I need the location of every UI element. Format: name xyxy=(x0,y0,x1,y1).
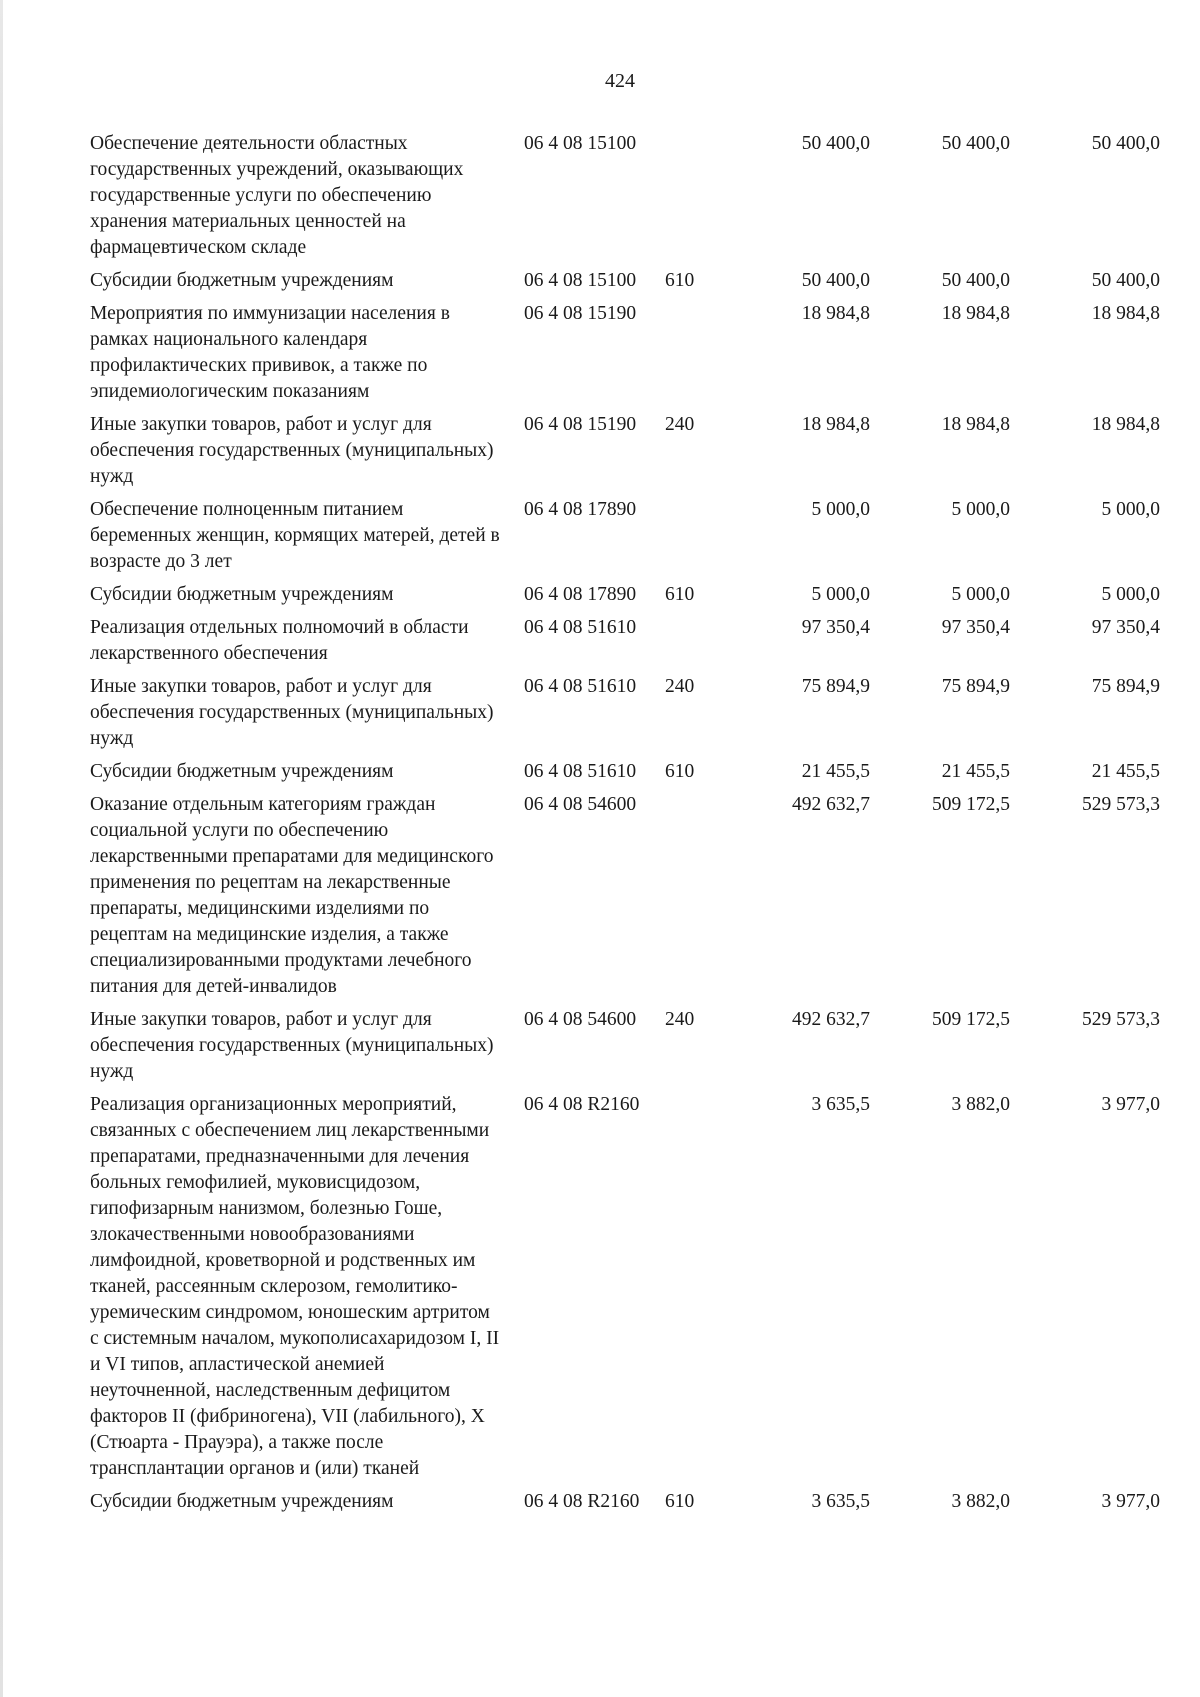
table-row xyxy=(90,301,1160,412)
row-value-2: 3 882,0 xyxy=(951,1094,1010,1115)
row-value-3: 3 977,0 xyxy=(1101,1094,1160,1115)
row-value-1: 5 000,0 xyxy=(811,584,870,605)
row-value-2: 509 172,5 xyxy=(932,794,1010,815)
row-value-3: 50 400,0 xyxy=(1091,133,1160,154)
row-value-1: 18 984,8 xyxy=(801,303,870,324)
row-name: Оказание отдельным категориям граждан социальной услуги по обеспечению лекарственными препаратами для медицинского применения по рецептам на лекарственные препараты, медицинскими изделиями по рецептам на медицинские изделия, а также специализированными продуктами лечебного питания для детей-инвалидов xyxy=(90,794,494,997)
row-code: 06 4 08 R2160 xyxy=(524,1491,640,1512)
row-value-3: 529 573,3 xyxy=(1082,1009,1160,1030)
table-row xyxy=(90,792,1160,1007)
row-expense-type: 610 xyxy=(665,584,695,605)
table-row xyxy=(90,268,1160,301)
row-value-1: 75 894,9 xyxy=(801,676,870,697)
table-row xyxy=(90,674,1160,759)
row-name: Иные закупки товаров, работ и услуг для обеспечения государственных (муниципальных) нужд xyxy=(90,1009,494,1082)
row-value-2: 50 400,0 xyxy=(941,270,1010,291)
row-expense-type xyxy=(665,1092,720,1489)
row-name: Реализация отдельных полномочий в области лекарственного обеспечения xyxy=(90,617,469,664)
row-value-1: 21 455,5 xyxy=(801,761,870,782)
page-number: 424 xyxy=(605,70,635,92)
row-code: 06 4 08 54600 xyxy=(524,794,637,815)
row-value-2: 3 882,0 xyxy=(951,1491,1010,1512)
table-row xyxy=(90,615,1160,674)
row-expense-type: 240 xyxy=(665,414,695,435)
row-code: 06 4 08 15100 xyxy=(524,270,637,291)
row-value-2: 509 172,5 xyxy=(932,1009,1010,1030)
row-value-1: 18 984,8 xyxy=(801,414,870,435)
row-value-3: 21 455,5 xyxy=(1091,761,1160,782)
row-value-1: 492 632,7 xyxy=(792,794,870,815)
row-value-3: 50 400,0 xyxy=(1091,270,1160,291)
row-expense-type xyxy=(665,792,720,1007)
row-code: 06 4 08 15190 xyxy=(524,414,637,435)
row-value-3: 18 984,8 xyxy=(1091,303,1160,324)
row-name: Субсидии бюджетным учреждениям xyxy=(90,584,394,605)
row-name: Иные закупки товаров, работ и услуг для обеспечения государственных (муниципальных) нужд xyxy=(90,676,494,749)
row-expense-type: 240 xyxy=(665,676,695,697)
row-name: Мероприятия по иммунизации населения в рамках национального календаря профилактических прививок, а также по эпидемиологическим показаниям xyxy=(90,303,450,402)
scan-edge xyxy=(0,0,3,1697)
row-expense-type xyxy=(665,301,720,412)
table-row xyxy=(90,412,1160,497)
row-value-1: 50 400,0 xyxy=(801,270,870,291)
budget-table-body xyxy=(90,131,1160,1522)
row-code: 06 4 08 R2160 xyxy=(524,1094,640,1115)
row-name: Субсидии бюджетным учреждениям xyxy=(90,270,394,291)
row-value-1: 5 000,0 xyxy=(811,499,870,520)
row-value-1: 50 400,0 xyxy=(801,133,870,154)
row-value-3: 5 000,0 xyxy=(1101,584,1160,605)
table-row xyxy=(90,1092,1160,1489)
row-expense-type: 240 xyxy=(665,1009,695,1030)
table-row xyxy=(90,131,1160,268)
row-value-2: 75 894,9 xyxy=(941,676,1010,697)
row-expense-type xyxy=(665,131,720,268)
row-value-2: 5 000,0 xyxy=(951,499,1010,520)
row-code: 06 4 08 51610 xyxy=(524,676,637,697)
table-row xyxy=(90,582,1160,615)
row-value-3: 97 350,4 xyxy=(1091,617,1160,638)
row-code: 06 4 08 17890 xyxy=(524,499,637,520)
table-row xyxy=(90,497,1160,582)
row-value-1: 3 635,5 xyxy=(811,1094,870,1115)
row-value-2: 21 455,5 xyxy=(941,761,1010,782)
row-expense-type: 610 xyxy=(665,270,695,291)
row-name: Обеспечение деятельности областных государственных учреждений, оказывающих государственные услуги по обеспечению хранения материальных ценностей на фармацевтическом складе xyxy=(90,133,464,258)
row-value-3: 529 573,3 xyxy=(1082,794,1160,815)
row-name: Субсидии бюджетным учреждениям xyxy=(90,1491,394,1512)
row-value-3: 18 984,8 xyxy=(1091,414,1160,435)
row-name: Субсидии бюджетным учреждениям xyxy=(90,761,394,782)
row-expense-type xyxy=(665,615,720,674)
table-row xyxy=(90,1489,1160,1522)
table-row xyxy=(90,1007,1160,1092)
table-row xyxy=(90,759,1160,792)
row-value-1: 3 635,5 xyxy=(811,1491,870,1512)
row-name: Обеспечение полноценным питанием беременных женщин, кормящих матерей, детей в возрасте до 3 лет xyxy=(90,499,500,572)
budget-table xyxy=(90,131,1160,1522)
row-value-2: 5 000,0 xyxy=(951,584,1010,605)
row-code: 06 4 08 54600 xyxy=(524,1009,637,1030)
row-value-1: 97 350,4 xyxy=(801,617,870,638)
row-code: 06 4 08 15100 xyxy=(524,133,637,154)
row-value-1: 492 632,7 xyxy=(792,1009,870,1030)
row-value-2: 18 984,8 xyxy=(941,414,1010,435)
row-name: Иные закупки товаров, работ и услуг для обеспечения государственных (муниципальных) нужд xyxy=(90,414,494,487)
row-value-3: 3 977,0 xyxy=(1101,1491,1160,1512)
row-code: 06 4 08 51610 xyxy=(524,617,637,638)
row-value-2: 18 984,8 xyxy=(941,303,1010,324)
row-expense-type xyxy=(665,497,720,582)
row-expense-type: 610 xyxy=(665,761,695,782)
row-value-2: 97 350,4 xyxy=(941,617,1010,638)
row-code: 06 4 08 17890 xyxy=(524,584,637,605)
row-code: 06 4 08 51610 xyxy=(524,761,637,782)
row-name: Реализация организационных мероприятий, связанных с обеспечением лиц лекарственными препаратами, предназначенными для лечения больных гемофилией, муковисцидозом, гипофизарным нанизмом, болезнью Гоше, злокачественными новообразованиями лимфоидной, кроветворной и родственных им тканей, рассеянным склерозом, гемолитико-уремическим синдромом, юношеским артритом с системным началом, мукополисахаридозом I, II и VI типов, апластической анемией неуточненной, наследственным дефицитом факторов II (фибриногена), VII (лабильного), X (Стюарта - Прауэра), а также после трансплантации органов и (или) тканей xyxy=(90,1094,500,1479)
row-value-3: 5 000,0 xyxy=(1101,499,1160,520)
row-code: 06 4 08 15190 xyxy=(524,303,637,324)
row-value-2: 50 400,0 xyxy=(941,133,1010,154)
row-value-3: 75 894,9 xyxy=(1091,676,1160,697)
row-expense-type: 610 xyxy=(665,1491,695,1512)
